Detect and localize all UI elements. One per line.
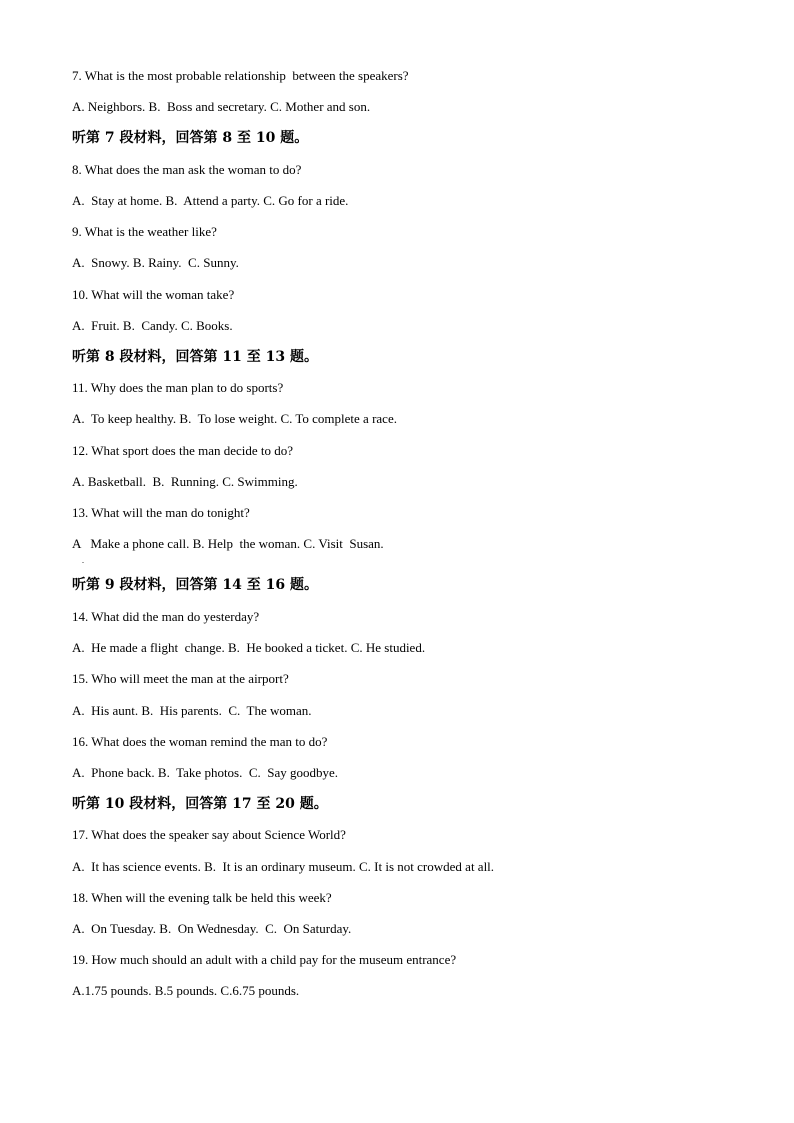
options-10: A. Fruit. B. Candy. C. Books. (72, 318, 233, 333)
question-8: 8. What does the man ask the woman to do? (72, 162, 302, 177)
section-heading-8: 听第 8 段材料，回答第 11 至 13 题。 (72, 349, 318, 365)
question-16: 16. What does the woman remind the man to do? (72, 734, 328, 749)
question-7: 7. What is the most probable relationship between the speakers? (72, 68, 409, 83)
question-12: 12. What sport does the man decide to do? (72, 443, 294, 458)
stray-dot-mark: . (82, 556, 84, 565)
options-16: A. Phone back. B. Take photos. C. Say goodbye. (72, 765, 339, 780)
options-11: A. To keep healthy. B. To lose weight. C. To complete a race. (72, 411, 397, 426)
options-19: A.1.75 pounds. B.5 pounds. C.6.75 pounds. (72, 983, 300, 998)
question-9: 9. What is the weather like? (72, 224, 217, 239)
section-heading-7: 听第 7 段材料，回答第 8 至 10 题。 (72, 130, 309, 146)
options-15: A. His aunt. B. His parents. C. The woman. (72, 703, 312, 718)
question-11: 11. Why does the man plan to do sports? (72, 380, 284, 395)
options-17: A. It has science events. B. It is an ordinary museum. C. It is not crowded at all. (72, 859, 495, 874)
options-7: A. Neighbors. B. Boss and secretary. C. Mother and son. (72, 99, 371, 114)
question-14: 14. What did the man do yesterday? (72, 609, 260, 624)
options-13: A Make a phone call. B. Help the woman. C. Visit Susan. (72, 536, 384, 551)
question-18: 18. When will the evening talk be held this week? (72, 890, 332, 905)
question-13: 13. What will the man do tonight? (72, 505, 250, 520)
options-9: A. Snowy. B. Rainy. C. Sunny. (72, 255, 239, 270)
section-heading-10: 听第 10 段材料，回答第 17 至 20 题。 (72, 796, 328, 812)
options-14: A. He made a flight change. B. He booked a ticket. C. He studied. (72, 640, 426, 655)
section-heading-9: 听第 9 段材料，回答第 14 至 16 题。 (72, 577, 318, 593)
question-10: 10. What will the woman take? (72, 287, 235, 302)
question-15: 15. Who will meet the man at the airport? (72, 671, 289, 686)
question-17: 17. What does the speaker say about Science World? (72, 827, 346, 842)
options-18: A. On Tuesday. B. On Wednesday. C. On Saturday. (72, 921, 352, 936)
options-8: A. Stay at home. B. Attend a party. C. Go for a ride. (72, 193, 349, 208)
question-19: 19. How much should an adult with a child pay for the museum entrance? (72, 952, 457, 967)
options-12: A. Basketball. B. Running. C. Swimming. (72, 474, 298, 489)
